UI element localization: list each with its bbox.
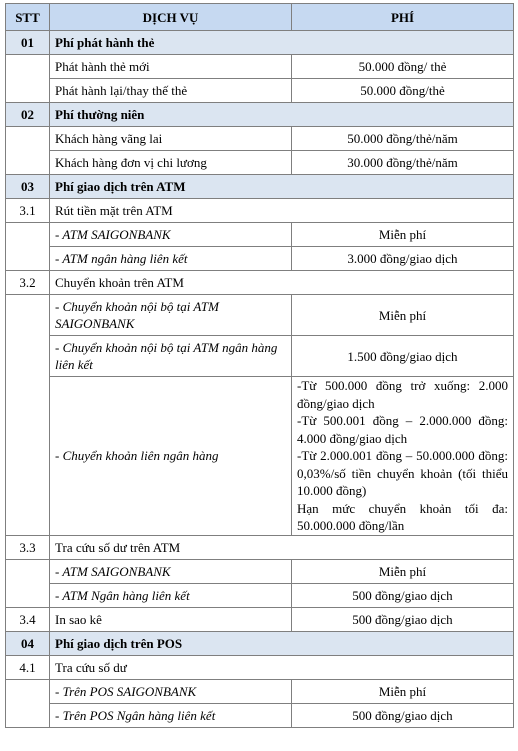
fee-value: 3.000 đồng/giao dịch: [292, 247, 514, 271]
fee-tier-line: -Từ 500.001 đồng – 2.000.000 đồng: 4.000 đồng/giao dịch: [297, 413, 508, 446]
service-label: - ATM SAIGONBANK: [50, 559, 292, 583]
section-row-annual-fee: [6, 103, 514, 127]
table-row: [6, 377, 514, 536]
section-row-atm-fees: [6, 175, 514, 199]
fee-value: 30.000 đồng/thẻ/năm: [292, 151, 514, 175]
section-row-card-issuance: [6, 31, 514, 55]
service-label: Phát hành thẻ mới: [50, 55, 292, 79]
fee-tier-line: -Từ 2.000.001 đồng – 50.000.000 đồng: 0,03%/số tiền chuyển khoản (tối thiểu 10.000 đồng): [297, 448, 508, 498]
subsection-title: In sao kê: [50, 607, 292, 631]
empty-stt-cell: [6, 55, 50, 103]
section-title: Phí thường niên: [50, 103, 514, 127]
subsection-title: Tra cứu số dư: [50, 655, 514, 679]
empty-stt-cell: [6, 559, 50, 607]
service-label: - ATM Ngân hàng liên kết: [50, 583, 292, 607]
subsection-stt: 3.1: [6, 199, 50, 223]
header-fee: PHÍ: [292, 4, 514, 31]
fee-value: Miễn phí: [292, 295, 514, 336]
fee-value: 500 đồng/giao dịch: [292, 703, 514, 727]
table-header-row: [6, 4, 514, 31]
table-row: [6, 55, 514, 79]
table-row: [6, 151, 514, 175]
subsection-row-statement: [6, 607, 514, 631]
section-stt: 01: [6, 31, 50, 55]
service-label: Khách hàng vãng lai: [50, 127, 292, 151]
table-row: [6, 703, 514, 727]
table-row: [6, 336, 514, 377]
section-stt: 02: [6, 103, 50, 127]
fee-value: 500 đồng/giao dịch: [292, 607, 514, 631]
fee-value: Miễn phí: [292, 679, 514, 703]
empty-stt-cell: [6, 679, 50, 727]
fee-value: 50.000 đồng/ thẻ: [292, 55, 514, 79]
table-row: [6, 79, 514, 103]
section-title: Phí giao dịch trên POS: [50, 631, 514, 655]
service-label: - Chuyển khoản nội bộ tại ATM SAIGONBANK: [50, 295, 292, 336]
table-row: [6, 583, 514, 607]
table-row: [6, 559, 514, 583]
fee-tier-line: -Từ 500.000 đồng trở xuống: 2.000 đồng/giao dịch: [297, 378, 508, 411]
section-stt: 04: [6, 631, 50, 655]
fee-value: 1.500 đồng/giao dịch: [292, 336, 514, 377]
fee-value: Miễn phí: [292, 223, 514, 247]
subsection-title: Rút tiền mặt trên ATM: [50, 199, 514, 223]
subsection-stt: 3.3: [6, 535, 50, 559]
header-service: DỊCH VỤ: [50, 4, 292, 31]
subsection-row-pos-balance: [6, 655, 514, 679]
service-label: - Trên POS Ngân hàng liên kết: [50, 703, 292, 727]
table-row: [6, 127, 514, 151]
table-row: [6, 247, 514, 271]
service-label: Khách hàng đơn vị chi lương: [50, 151, 292, 175]
fee-value: 50.000 đồng/thẻ/năm: [292, 127, 514, 151]
section-row-pos-fees: [6, 631, 514, 655]
subsection-stt: 4.1: [6, 655, 50, 679]
header-stt: STT: [6, 4, 50, 31]
subsection-title: Tra cứu số dư trên ATM: [50, 535, 514, 559]
service-label: - ATM ngân hàng liên kết: [50, 247, 292, 271]
section-title: Phí giao dịch trên ATM: [50, 175, 514, 199]
service-label: - ATM SAIGONBANK: [50, 223, 292, 247]
transfer-limit-line: Hạn mức chuyển khoản tối đa: 50.000.000 đồng/lần: [297, 500, 508, 533]
empty-stt-cell: [6, 295, 50, 536]
fee-value: 500 đồng/giao dịch: [292, 583, 514, 607]
empty-stt-cell: [6, 127, 50, 175]
subsection-row-atm-transfer: [6, 271, 514, 295]
service-label: Phát hành lại/thay thế thẻ: [50, 79, 292, 103]
service-label: - Chuyển khoản liên ngân hàng: [50, 377, 292, 536]
section-stt: 03: [6, 175, 50, 199]
service-label: - Trên POS SAIGONBANK: [50, 679, 292, 703]
subsection-stt: 3.4: [6, 607, 50, 631]
table-row: [6, 223, 514, 247]
empty-stt-cell: [6, 223, 50, 271]
fee-value: 50.000 đồng/thẻ: [292, 79, 514, 103]
section-title: Phí phát hành thẻ: [50, 31, 514, 55]
subsection-row-atm-balance: [6, 535, 514, 559]
subsection-stt: 3.2: [6, 271, 50, 295]
table-row: [6, 679, 514, 703]
fee-value: Miễn phí: [292, 559, 514, 583]
table-row: [6, 295, 514, 336]
subsection-row-atm-withdrawal: [6, 199, 514, 223]
fee-tiers-cell: [292, 377, 514, 536]
fee-table: [5, 3, 514, 728]
service-label: - Chuyển khoản nội bộ tại ATM ngân hàng liên kết: [50, 336, 292, 377]
subsection-title: Chuyển khoản trên ATM: [50, 271, 514, 295]
